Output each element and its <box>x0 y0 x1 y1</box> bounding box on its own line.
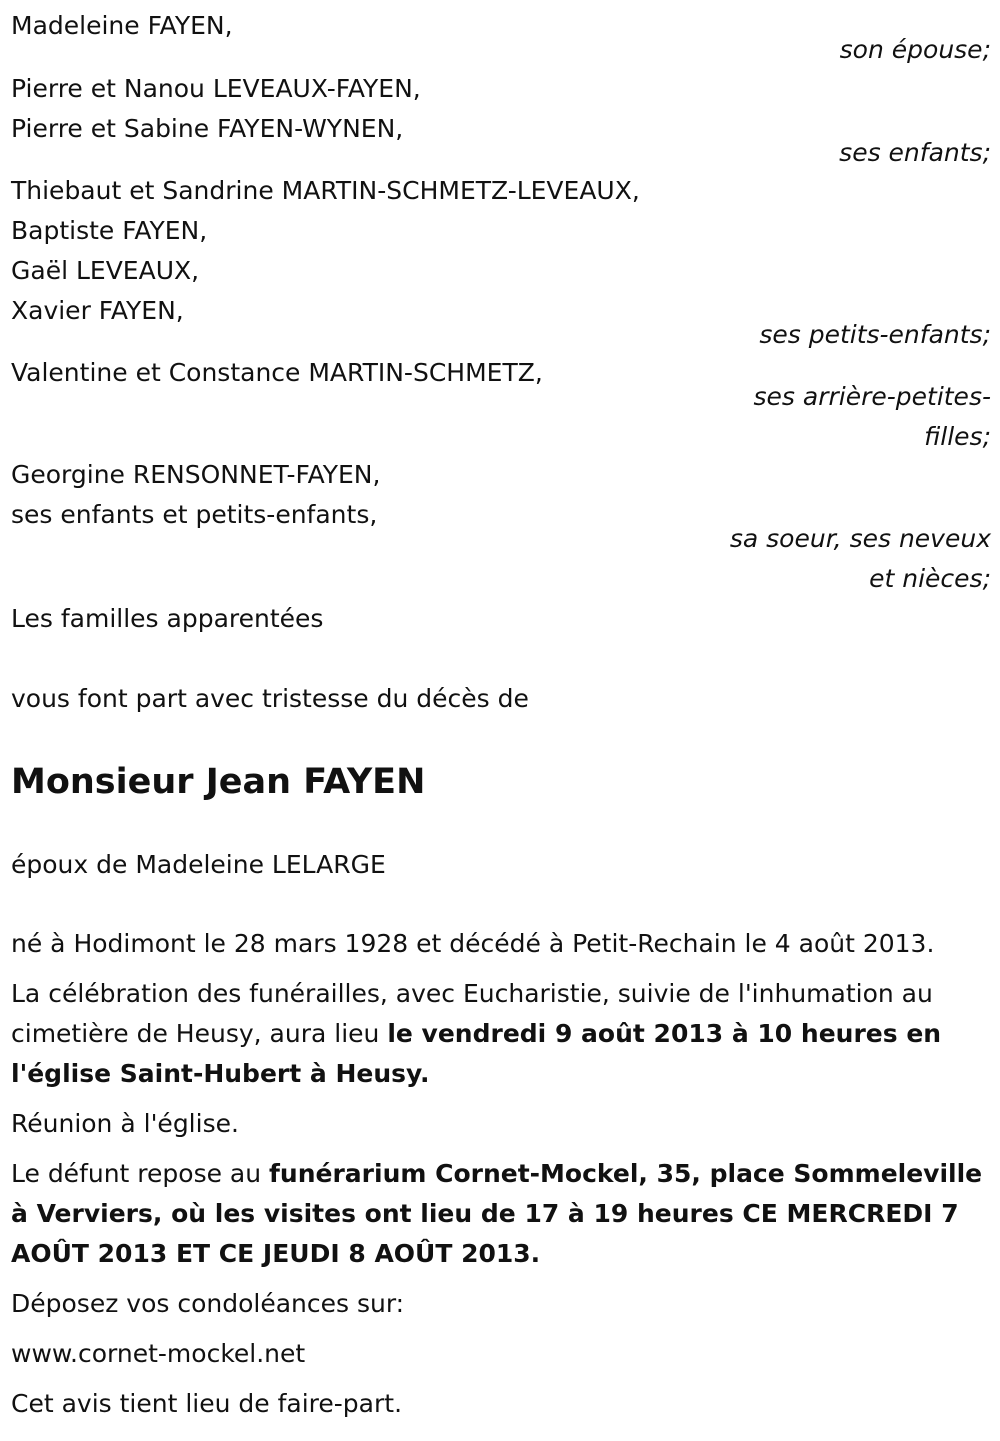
grandchild-name: Gaël LEVEAUX, <box>11 256 200 285</box>
meeting-text: Réunion à l'église. <box>11 1109 239 1138</box>
great-grandchildren-role-line1: ses arrière-petites- <box>753 382 991 411</box>
sister-role-line2: et nièces; <box>869 564 991 593</box>
birth-death-text: né à Hodimont le 28 mars 1928 et décédé à Petit-Rechain le 4 août 2013. <box>11 929 935 958</box>
funeral-text: La célébration des funérailles, avec Eucharistie, suivie de l'inhumation au cimetière de Heusy, aura lieu <box>11 979 933 1048</box>
great-grandchildren-role-line2: filles; <box>924 422 991 451</box>
funeral-details: le vendredi 9 août 2013 à 10 heures en l'église Saint-Hubert à Heusy. <box>11 1019 942 1088</box>
visitation-paragraph <box>11 1154 986 1274</box>
funeral-paragraph <box>11 974 986 1094</box>
grandchild-name: Thiebaut et Sandrine MARTIN-SCHMETZ-LEVEAUX, <box>11 176 640 205</box>
obituary-notice <box>11 6 991 1424</box>
grandchild-name: Xavier FAYEN, <box>11 296 184 325</box>
sister-block <box>11 455 991 599</box>
spouse-name: Madeleine FAYEN, <box>11 11 233 40</box>
grandchild-name: Baptiste FAYEN, <box>11 216 208 245</box>
great-grandchild-name: Valentine et Constance MARTIN-SCHMETZ, <box>11 358 543 387</box>
relatives-line: Les familles apparentées <box>11 604 324 633</box>
announcement-text: vous font part avec tristesse du décès de <box>11 684 529 713</box>
child-name: Pierre et Nanou LEVEAUX-FAYEN, <box>11 74 421 103</box>
closing-text: Cet avis tient lieu de faire-part. <box>11 1389 403 1418</box>
visitation-details: funérarium Cornet-Mockel, 35, place Sommeleville à Verviers, où les visites ont lieu de 17 à 19 heures CE MERCREDI 7 AOÛT 2013 ET CE JEUDI 8 AOÛT 2013. <box>11 1159 983 1268</box>
spouse-of-text: époux de Madeleine LELARGE <box>11 850 386 879</box>
children-block <box>11 69 991 173</box>
deceased-name: Monsieur Jean FAYEN <box>11 762 426 802</box>
sister-family: ses enfants et petits-enfants, <box>11 500 378 529</box>
child-name: Pierre et Sabine FAYEN-WYNEN, <box>11 114 404 143</box>
great-grandchildren-block <box>11 353 991 457</box>
grandchildren-block <box>11 171 991 355</box>
children-role: ses enfants; <box>839 138 991 167</box>
grandchildren-role: ses petits-enfants; <box>759 320 991 349</box>
condolences-website[interactable]: www.cornet-mockel.net <box>11 1339 306 1368</box>
condolences-label: Déposez vos condoléances sur: <box>11 1289 405 1318</box>
spouse-role: son épouse; <box>839 35 991 64</box>
visitation-text: Le défunt repose au <box>11 1159 270 1188</box>
spouse-block <box>11 6 991 70</box>
sister-name: Georgine RENSONNET-FAYEN, <box>11 460 381 489</box>
sister-role-line1: sa soeur, ses neveux <box>729 524 991 553</box>
